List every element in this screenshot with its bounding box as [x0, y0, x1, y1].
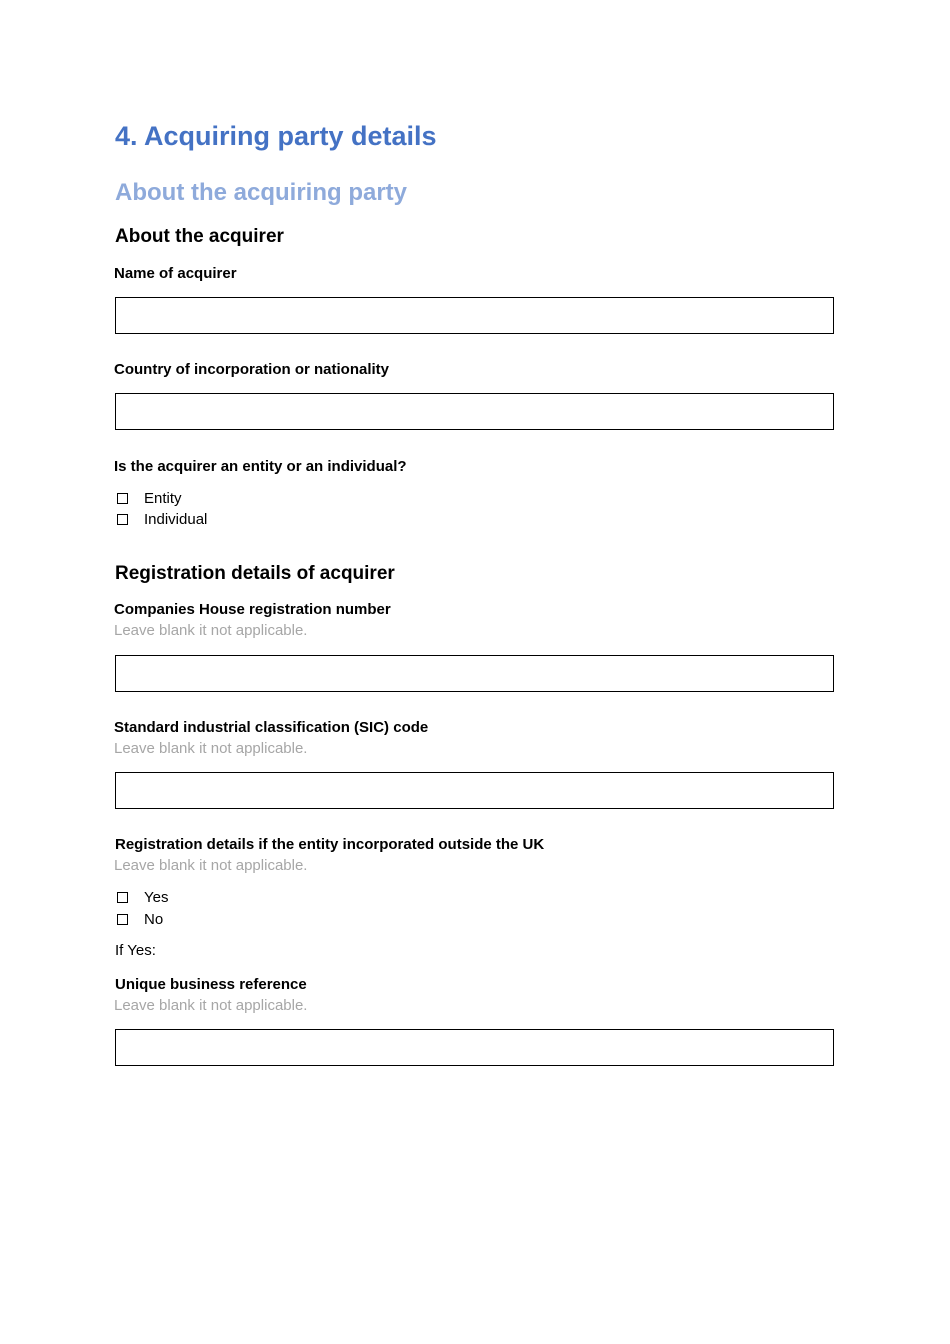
unique-business-reference-hint: Leave blank it not applicable. — [114, 997, 308, 1014]
sic-code-label: Standard industrial classification (SIC) code — [114, 719, 429, 736]
country-label: Country of incorporation or nationality — [114, 361, 389, 378]
name-of-acquirer-label: Name of acquirer — [114, 265, 237, 282]
no-checkbox[interactable] — [117, 914, 128, 925]
if-yes-text: If Yes: — [115, 942, 156, 959]
individual-checkbox[interactable] — [117, 514, 128, 525]
outside-uk-label: Registration details if the entity incorporated outside the UK — [115, 836, 545, 853]
sic-code-input[interactable] — [115, 772, 834, 809]
entity-option-label: Entity — [144, 490, 182, 507]
acquirer-type-question: Is the acquirer an entity or an individual? — [114, 458, 407, 475]
yes-checkbox[interactable] — [117, 892, 128, 903]
country-input[interactable] — [115, 393, 834, 430]
sic-code-hint: Leave blank it not applicable. — [114, 740, 308, 757]
companies-house-hint: Leave blank it not applicable. — [114, 622, 308, 639]
outside-uk-hint: Leave blank it not applicable. — [114, 857, 308, 874]
about-acquirer-heading: About the acquirer — [115, 226, 284, 247]
registration-heading: Registration details of acquirer — [115, 563, 395, 584]
name-of-acquirer-input[interactable] — [115, 297, 834, 334]
unique-business-reference-label: Unique business reference — [115, 976, 307, 993]
unique-business-reference-input[interactable] — [115, 1029, 834, 1066]
yes-option-label: Yes — [144, 889, 169, 906]
companies-house-input[interactable] — [115, 655, 834, 692]
individual-option-label: Individual — [144, 511, 208, 528]
entity-checkbox[interactable] — [117, 493, 128, 504]
no-option-label: No — [144, 911, 164, 928]
page-title: 4. Acquiring party details — [115, 121, 437, 151]
section-subtitle: About the acquiring party — [115, 179, 408, 206]
companies-house-label: Companies House registration number — [114, 601, 391, 618]
